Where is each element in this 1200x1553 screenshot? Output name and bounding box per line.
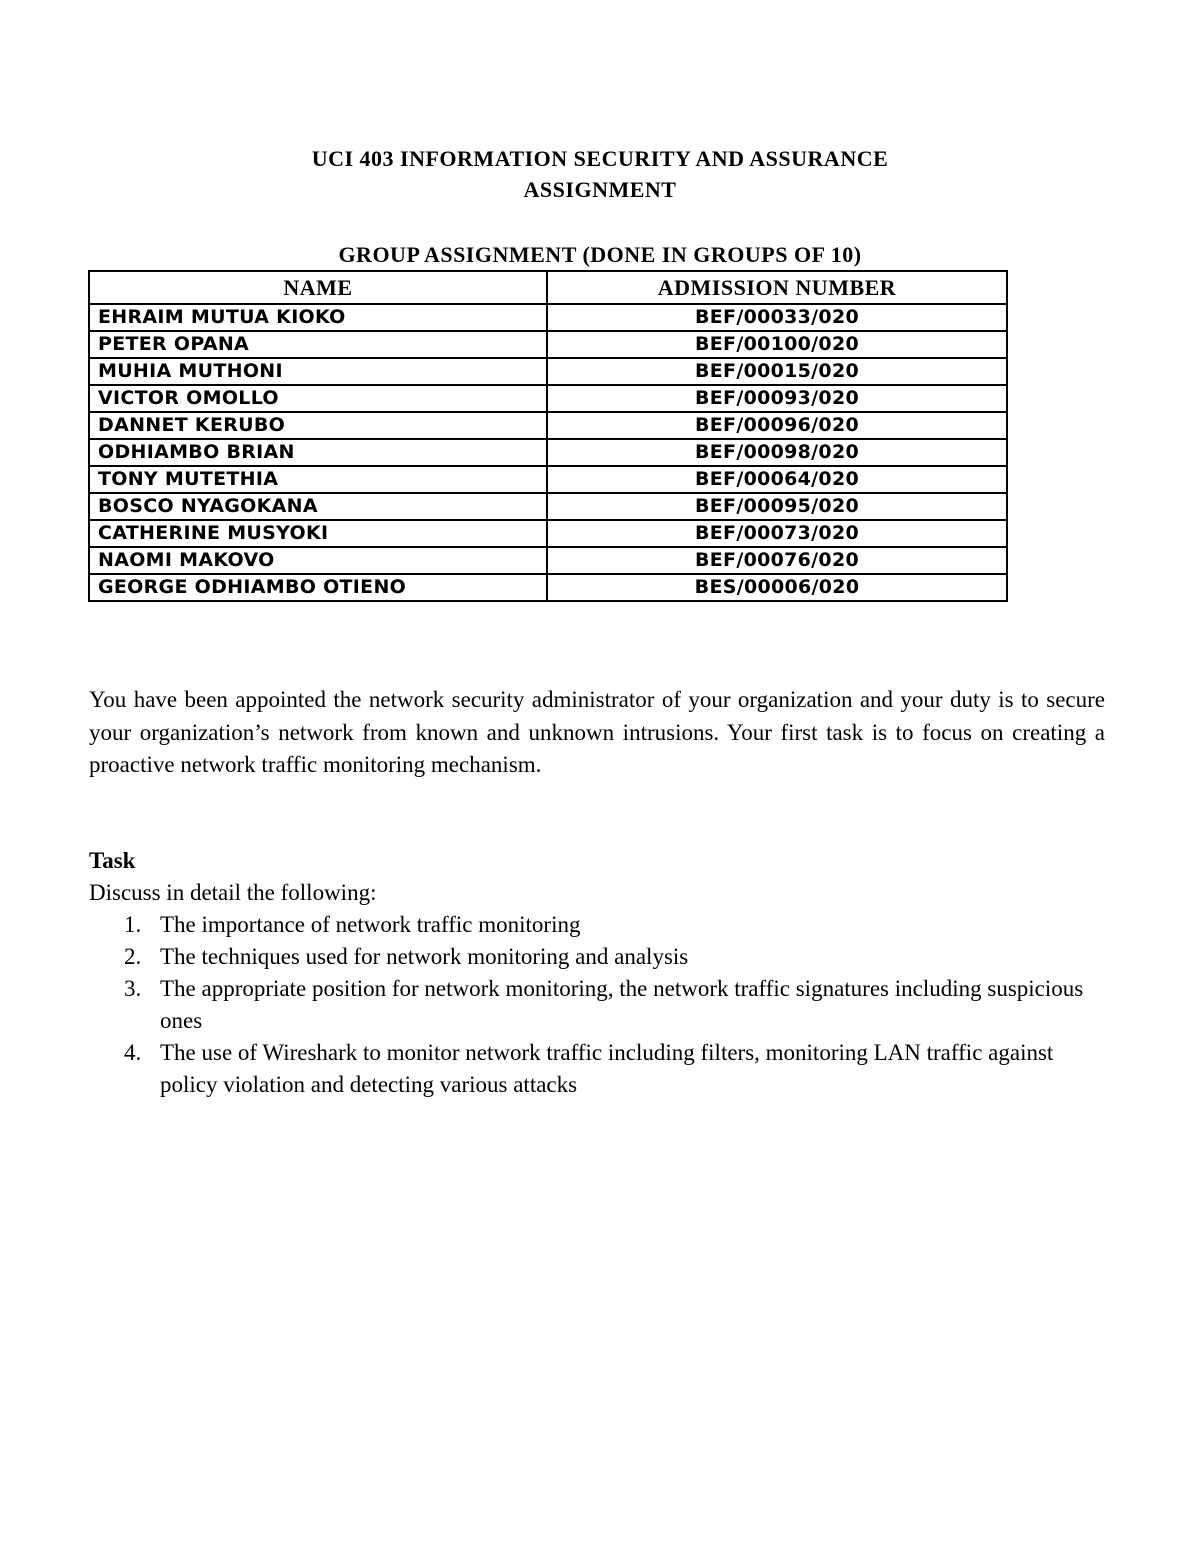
member-name: NAOMI MAKOVO	[89, 547, 547, 574]
admission-number: BES/00006/020	[547, 574, 1007, 601]
member-name: TONY MUTETHIA	[89, 466, 547, 493]
list-item	[89, 941, 1105, 973]
admission-number: BEF/00076/020	[547, 547, 1007, 574]
table-row	[89, 493, 1007, 520]
member-name: PETER OPANA	[89, 331, 547, 358]
table-row	[89, 331, 1007, 358]
list-item-number: 3.	[124, 976, 142, 1001]
list-item	[89, 909, 1105, 941]
list-item-number: 2.	[124, 944, 142, 969]
table-header-row	[89, 271, 1007, 304]
admission-number: BEF/00096/020	[547, 412, 1007, 439]
admission-number: BEF/00073/020	[547, 520, 1007, 547]
task-list	[89, 909, 1105, 1101]
table-row	[89, 439, 1007, 466]
scenario-paragraph: You have been appointed the network security administrator of your organization and your duty is to secure your organization’s network from known and unknown intrusions. Your first task is to focus on creating a proactive network traffic monitoring mechanism.	[89, 687, 1105, 777]
admission-number: BEF/00064/020	[547, 466, 1007, 493]
task-intro: Discuss in detail the following:	[89, 880, 377, 905]
admission-number: BEF/00100/020	[547, 331, 1007, 358]
members-table	[88, 270, 1008, 602]
table-row	[89, 547, 1007, 574]
list-item-number: 4.	[124, 1040, 142, 1065]
member-name: CATHERINE MUSYOKI	[89, 520, 547, 547]
admission-number: BEF/00033/020	[547, 304, 1007, 331]
table-row	[89, 412, 1007, 439]
member-name: MUHIA MUTHONI	[89, 358, 547, 385]
table-row	[89, 304, 1007, 331]
list-item	[89, 973, 1105, 1037]
table-row	[89, 520, 1007, 547]
member-name: EHRAIM MUTUA KIOKO	[89, 304, 547, 331]
header-name: NAME	[89, 271, 547, 304]
admission-number: BEF/00095/020	[547, 493, 1007, 520]
table-row	[89, 466, 1007, 493]
list-item-text: The use of Wireshark to monitor network traffic including filters, monitoring LAN traffic against policy violation and detecting various attacks	[160, 1040, 1054, 1097]
list-item	[89, 1037, 1105, 1101]
group-heading: GROUP ASSIGNMENT (DONE IN GROUPS OF 10)	[338, 242, 862, 267]
list-item-text: The appropriate position for network monitoring, the network traffic signatures including suspicious ones	[160, 976, 1084, 1033]
member-name: BOSCO NYAGOKANA	[89, 493, 547, 520]
table-row	[89, 358, 1007, 385]
list-item-number: 1.	[124, 912, 142, 937]
admission-number: BEF/00093/020	[547, 385, 1007, 412]
member-name: ODHIAMBO BRIAN	[89, 439, 547, 466]
assignment-title: ASSIGNMENT	[523, 177, 677, 202]
member-name: VICTOR OMOLLO	[89, 385, 547, 412]
course-title: UCI 403 INFORMATION SECURITY AND ASSURANCE	[311, 146, 889, 171]
admission-number: BEF/00015/020	[547, 358, 1007, 385]
table-row	[89, 574, 1007, 601]
task-heading: Task	[89, 848, 136, 873]
header-admission-number: ADMISSION NUMBER	[547, 271, 1007, 304]
member-name: GEORGE ODHIAMBO OTIENO	[89, 574, 547, 601]
list-item-text: The importance of network traffic monitoring	[160, 912, 581, 937]
table-row	[89, 385, 1007, 412]
admission-number: BEF/00098/020	[547, 439, 1007, 466]
list-item-text: The techniques used for network monitoring and analysis	[160, 944, 689, 969]
member-name: DANNET KERUBO	[89, 412, 547, 439]
